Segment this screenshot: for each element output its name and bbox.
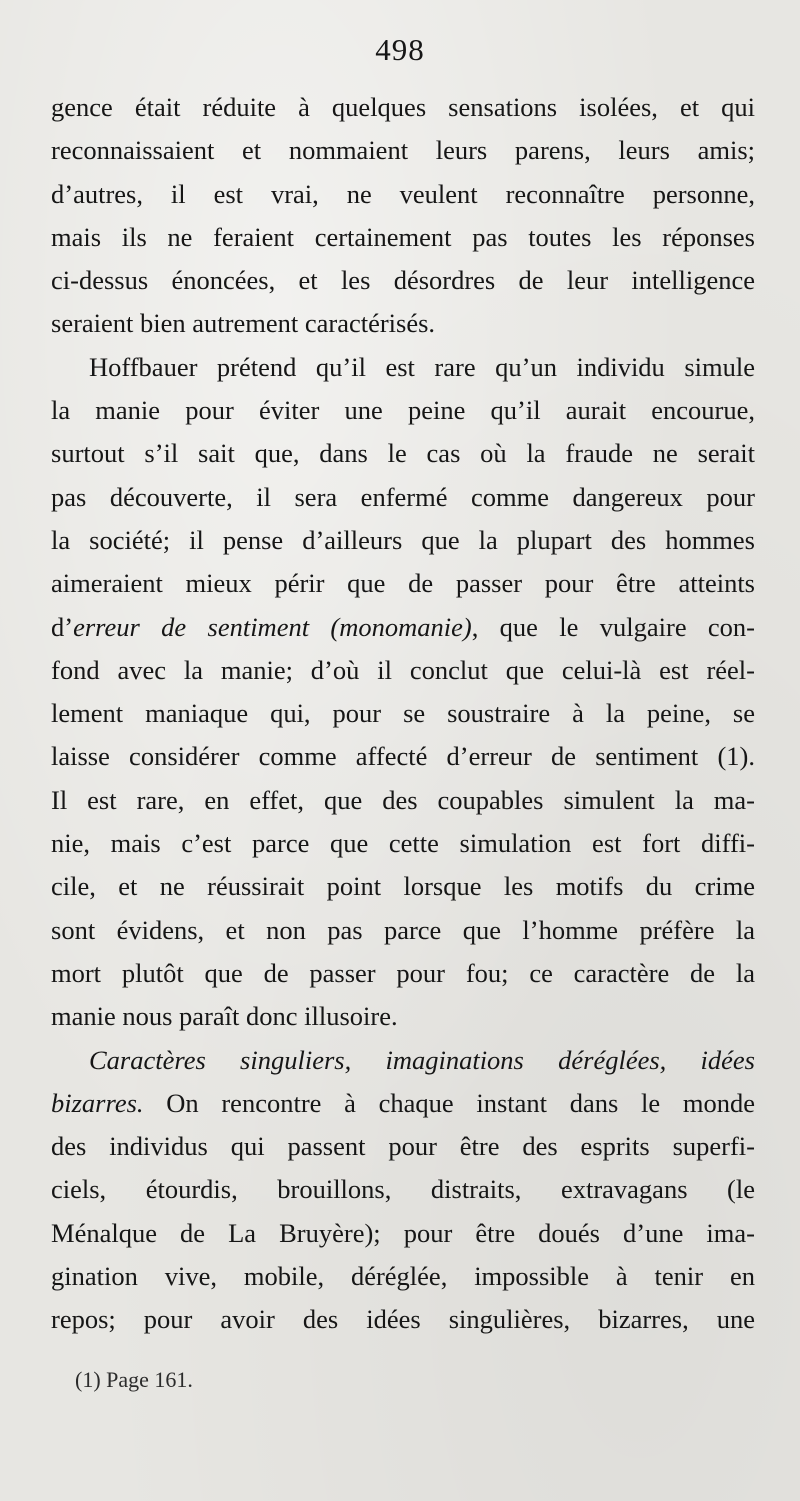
text-line: manie nous paraît donc illusoire. <box>51 1001 398 1032</box>
text-line: gence était réduite à quelques sensations isolées, et qui <box>51 92 755 122</box>
text-line: repos; pour avoir des idées singulières, bizarres, une <box>51 1304 755 1335</box>
text-line: mort plutôt que de passer pour fou; ce caractère de la <box>51 957 755 988</box>
text-line: ciels, étourdis, brouillons, distraits, extravagans (le <box>51 1174 755 1205</box>
footnote: (1) Page 161. <box>75 1367 193 1392</box>
text-line: mais ils ne feraient certainement pas toutes les réponses <box>51 221 755 252</box>
page-number: 498 <box>375 32 425 67</box>
text-line: Ménalque de La Bruyère); pour être doués d’une ima- <box>51 1217 755 1248</box>
text-line: laisse considérer comme affecté d’erreur de sentiment (1). <box>51 741 755 772</box>
text-line: fond avec la manie; d’où il conclut que celui-là est réel- <box>51 654 755 685</box>
text-line: des individus qui passent pour être des esprits superfi- <box>51 1131 755 1162</box>
text-line: d’autres, il est vrai, ne veulent reconnaître personne, <box>51 178 755 209</box>
text-line <box>51 1082 755 1125</box>
text-line: sont évidens, et non pas parce que l’homme préfère la <box>51 914 755 945</box>
text-line: cile, et ne réussirait point lorsque les motifs du crime <box>51 871 755 902</box>
text-line: nie, mais c’est parce que cette simulation est fort diffi- <box>51 828 755 859</box>
text-span: d’ <box>51 611 74 642</box>
text-line <box>51 1039 755 1082</box>
text-line: Hoffbauer prétend qu’il est rare qu’un individu simule <box>89 351 755 382</box>
text-line: la manie pour éviter une peine qu’il aurait encourue, <box>51 395 755 426</box>
text-line: Il est rare, en effet, que des coupables simulent la ma- <box>51 784 755 815</box>
text-line: seraient bien autrement caractérisés. <box>51 308 436 339</box>
text-line: la société; il pense d’ailleurs que la plupart des hommes <box>51 524 755 555</box>
italic-text: bizarres. <box>51 1087 144 1118</box>
text-line: ci-dessus énoncées, et les désordres de leur intelligence <box>51 265 755 296</box>
body-text <box>51 86 755 1342</box>
text-line: reconnaissaient et nommaient leurs parens, leurs amis; <box>51 135 755 166</box>
text-line: surtout s’il sait que, dans le cas où la fraude ne serait <box>51 438 755 469</box>
text-line: lement maniaque qui, pour se soustraire à la peine, se <box>51 698 755 729</box>
text-span: , que le vulgaire con- <box>471 611 755 642</box>
text-line: pas découverte, il sera enfermé comme dangereux pour <box>51 481 755 512</box>
italic-text: Caractères singuliers, imaginations déréglées, idées <box>89 1044 755 1075</box>
text-line: aimeraient mieux périr que de passer pour être atteints <box>51 568 755 599</box>
text-span: On rencontre à chaque instant dans le monde <box>143 1087 755 1118</box>
text-line <box>51 606 755 649</box>
text-line: gination vive, mobile, déréglée, impossible à tenir en <box>51 1261 755 1292</box>
italic-text: erreur de sentiment (monomanie) <box>73 611 472 642</box>
